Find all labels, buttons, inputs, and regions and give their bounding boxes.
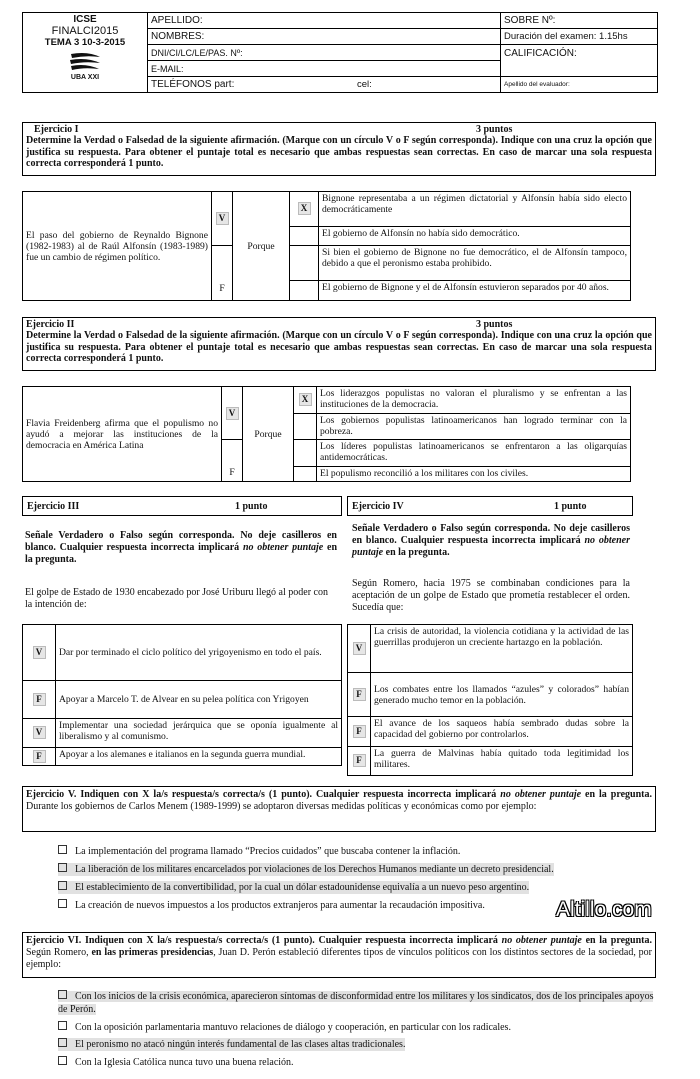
ej1-statement: El paso del gobierno de Reynaldo Bignone (1982-1983) al de Raúl Alfonsín (1983-1989) fue un cambio de régimen político. <box>23 192 212 301</box>
ej4-mark-1-cell[interactable] <box>348 625 371 673</box>
ej5-option-2[interactable]: La liberación de los militares encarcelados por violaciones de los Derechos Humanos mediante un decreto presidencial. <box>58 863 554 876</box>
email-field[interactable]: E-MAIL: <box>148 61 501 77</box>
ej5-instructions: Ejercicio V. Indiquen con X la/s respuesta/s correcta/s (1 punto). Cualquier respuesta incorrecta implicará no obtener puntaje en la pregunta. Durante los gobiernos de Carlos Menem (1989-1999) se adoptaron diversas medidas políticas y económicas como por ejemplo: <box>22 786 656 832</box>
ej5-option-3[interactable]: El establecimiento de la convertibilidad, por la cual un dólar estadounidense equivalía a un nuevo peso argentino. <box>58 881 529 894</box>
ej3-header <box>22 496 342 516</box>
ej2-option-2: Los gobiernos populistas latinoamericanos han logrado terminar con la pobreza. <box>317 413 631 440</box>
cel-field[interactable]: cel: <box>354 77 501 93</box>
ej4-instructions: Señale Verdadero o Falso según corresponda. No deje casilleros en blanco. Cualquier respuesta incorrecta implicará no obtener puntaje en la pregunta. <box>352 523 631 558</box>
checkbox-icon <box>58 1021 67 1030</box>
exam-duration: Duración del examen: 1.15hs <box>501 29 658 45</box>
ej4-mark-2-cell[interactable] <box>348 673 371 717</box>
exam-theme: TEMA 3 10-3-2015 <box>44 37 126 48</box>
exam-header <box>22 12 658 93</box>
ej3-points: 1 punto <box>235 501 268 512</box>
checkbox-icon <box>58 990 67 999</box>
ej1-instructions <box>22 122 656 176</box>
ej3-mark-2-cell[interactable] <box>23 681 56 719</box>
dni-field[interactable]: DNI/CI/LC/LE/PAS. Nº: <box>148 45 501 61</box>
ej4-points: 1 punto <box>554 501 587 512</box>
ej4-mark-2: F <box>353 688 366 701</box>
ej3-mark-3-cell[interactable] <box>23 719 56 748</box>
ej4-row-2: Los combates entre los llamados “azules” y colorados” habían generado mucho temor en la población. <box>371 673 633 717</box>
ej3-mark-2: F <box>33 693 46 706</box>
ej6-option-3[interactable]: El peronismo no atacó ningún interés fundamental de las clases altas tradicionales. <box>58 1038 405 1051</box>
ej4-row-3: El avance de los saqueos había sembrado dudas sobre la capacidad del gobierno por controlarlos. <box>371 717 633 747</box>
nombres-field[interactable]: NOMBRES: <box>148 29 501 45</box>
ej4-header <box>347 496 633 516</box>
ej3-row-1: Dar por terminado el ciclo político del yrigoyenismo en todo el país. <box>56 625 342 681</box>
ej3-table <box>22 624 342 766</box>
ej2-v-mark: V <box>226 407 239 420</box>
ej1-option-4: El gobierno de Bignone y el de Alfonsín estuvieron separados por 40 años. <box>319 281 631 301</box>
ej3-row-3: Implementar una sociedad jerárquica que se oponía igualmente al liberalismo y al comunismo. <box>56 719 342 748</box>
checkbox-icon <box>58 863 67 872</box>
ej2-table <box>22 386 631 482</box>
ej2-check-1[interactable] <box>294 387 317 414</box>
ej4-mark-3-cell[interactable] <box>348 717 371 747</box>
ej2-x-mark: X <box>299 393 312 406</box>
ej2-option-3: Los líderes populistas latinoamericanos se enfrentaron a las oligarquías antidemocráticas. <box>317 440 631 467</box>
exam-code: FINALCI2015 <box>51 25 119 37</box>
ej2-v-option[interactable] <box>222 387 243 440</box>
ej1-option-1: Bignone representaba a un régimen dictatorial y Alfonsín había sido electo democráticamente <box>319 192 631 227</box>
ej1-f-option[interactable]: F <box>212 246 233 301</box>
ej2-instruction-text: Determine la Verdad o Falsedad de la siguiente afirmación. (Marque con un círculo V o F según corresponda). Indique con una cruz la opción que justifica su respuesta. Para obtener el puntaje total es necesario que ambas respuestas sean correctas. En caso de marcar una sola respuesta correcta corresponderá 1 punto. <box>26 330 652 364</box>
ej3-stem: El golpe de Estado de 1930 encabezado por José Uriburu llegó al poder con la intención de: <box>25 587 328 610</box>
ej1-x-mark: X <box>298 202 311 215</box>
apellido-field[interactable]: APELLIDO: <box>148 13 501 29</box>
ej1-check-1[interactable] <box>290 192 319 227</box>
ej1-option-3: Si bien el gobierno de Bignone no fue democrático, el de Alfonsín tampoco, debido a que el peronismo estaba prohibido. <box>319 246 631 281</box>
ej2-porque: Porque <box>243 387 294 482</box>
ej4-mark-4: F <box>353 754 366 767</box>
ej3-mark-4: F <box>33 750 46 763</box>
ej1-check-4[interactable] <box>290 281 319 301</box>
ej4-mark-4-cell[interactable] <box>348 746 371 776</box>
ej3-row-2: Apoyar a Marcelo T. de Alvear en su pelea política con Yrigoyen <box>56 681 342 719</box>
checkbox-icon <box>58 881 67 890</box>
ej1-v-option[interactable] <box>212 192 233 246</box>
ej3-row-4: Apoyar a los alemanes e italianos en la segunda guerra mundial. <box>56 747 342 765</box>
ej2-check-2[interactable] <box>294 413 317 440</box>
ej6-instructions: Ejercicio VI. Indiquen con X la/s respuesta/s correcta/s (1 punto). Cualquier respuesta incorrecta implicará no obtener puntaje en la pregunta. Según Romero, en las primeras presidencias, Juan D. Perón estableció diferentes tipos de vínculos políticos con los distintos sectores de la sociedad, por ejemplo: <box>22 932 656 978</box>
ej2-check-4[interactable] <box>294 467 317 482</box>
checkbox-icon <box>58 845 67 854</box>
ej3-mark-3: V <box>33 726 46 739</box>
ej2-points: 3 puntos <box>476 319 513 330</box>
ej1-points: 3 puntos <box>476 124 513 135</box>
ej6-option-2[interactable]: Con la oposición parlamentaria mantuvo relaciones de diálogo y cooperación, en particular con los radicales. <box>58 1021 511 1034</box>
ej3-mark-1: V <box>33 646 46 659</box>
ej1-check-3[interactable] <box>290 246 319 281</box>
ej4-row-4: La guerra de Malvinas había quitado toda legitimidad los militares. <box>371 746 633 776</box>
course-code: ICSE <box>73 14 97 25</box>
ej2-statement: Flavia Freidenberg afirma que el populismo no ayudó a mejorar las instituciones de la democracia en América Latina <box>23 387 222 482</box>
ej1-option-2: El gobierno de Alfonsín no había sido democrático. <box>319 226 631 246</box>
ej3-mark-4-cell[interactable] <box>23 747 56 765</box>
ej2-f-option[interactable]: F <box>222 440 243 482</box>
ej1-title: Ejercicio I <box>34 124 79 135</box>
ej3-instructions: Señale Verdadero o Falso según corresponda. No deje casilleros en blanco. Cualquier respuesta incorrecta implicará no obtener puntaje en la pregunta. <box>25 530 338 565</box>
ej4-row-1: La crisis de autoridad, la violencia cotidiana y la actividad de las guerrillas produjeron un creciente hartazgo en la población. <box>371 625 633 673</box>
ej1-instruction-text: Determine la Verdad o Falsedad de la siguiente afirmación. (Marque con un círculo V o F según corresponda). Indique con una cruz la opción que justifica su respuesta. Para obtener el puntaje total es necesario que ambas respuestas sean correctas. En caso de marcar una sola respuesta correcta corresponderá 1 punto. <box>26 135 652 169</box>
checkbox-icon <box>58 1038 67 1047</box>
ej4-stem: Según Romero, hacia 1975 se combinaban condiciones para la aceptación de un golpe de Estado que prometía restablecer el orden. Sucedía que: <box>352 578 630 613</box>
ej6-option-1[interactable]: Con los inicios de la crisis económica, aparecieron síntomas de disconformidad entre los militares y los sindicatos, dos de los principales apoyos de Perón. <box>58 991 654 1015</box>
ej1-table <box>22 191 631 301</box>
ej5-option-4[interactable]: La creación de nuevos impuestos a los productos extranjeros para aumentar la recaudación impositiva. <box>58 899 485 912</box>
telefonos-field[interactable]: TELÉFONOS part: <box>148 77 355 93</box>
ej1-porque: Porque <box>233 192 290 301</box>
checkbox-icon <box>58 1056 67 1065</box>
ej4-mark-1: V <box>353 642 366 655</box>
sobre-field[interactable]: SOBRE Nº: <box>501 13 658 29</box>
ej2-instructions <box>22 317 656 371</box>
ej2-check-3[interactable] <box>294 440 317 467</box>
uba-logo-icon <box>66 51 104 73</box>
watermark: Altillo.com <box>556 898 652 921</box>
evaluador-field[interactable]: Apellido del evaluador: <box>501 77 658 93</box>
ej4-table <box>347 624 633 776</box>
ej5-option-1[interactable]: La implementación del programa llamado “Precios cuidados” que buscaba contener la inflación. <box>58 845 460 858</box>
ej2-option-1: Los liderazgos populistas no valoran el pluralismo y se enfrentan a las instituciones de la democracia. <box>317 387 631 414</box>
ej3-title: Ejercicio III <box>27 501 80 512</box>
ej2-title: Ejercicio II <box>26 319 75 330</box>
ej3-mark-1-cell[interactable] <box>23 625 56 681</box>
ej4-mark-3: F <box>353 725 366 738</box>
ej2-option-4: El populismo reconcilió a los militares con los civiles. <box>317 467 631 482</box>
ej1-v-mark: V <box>216 212 229 225</box>
ej4-title: Ejercicio IV <box>352 501 404 512</box>
ej1-check-2[interactable] <box>290 226 319 246</box>
ej6-option-4[interactable]: Con la Iglesia Católica nunca tuvo una buena relación. <box>58 1056 294 1069</box>
exam-id-cell <box>23 13 148 93</box>
logo-text: UBA XXI <box>70 74 100 81</box>
calificacion-field[interactable]: CALIFICACIÓN: <box>501 45 658 77</box>
checkbox-icon <box>58 899 67 908</box>
